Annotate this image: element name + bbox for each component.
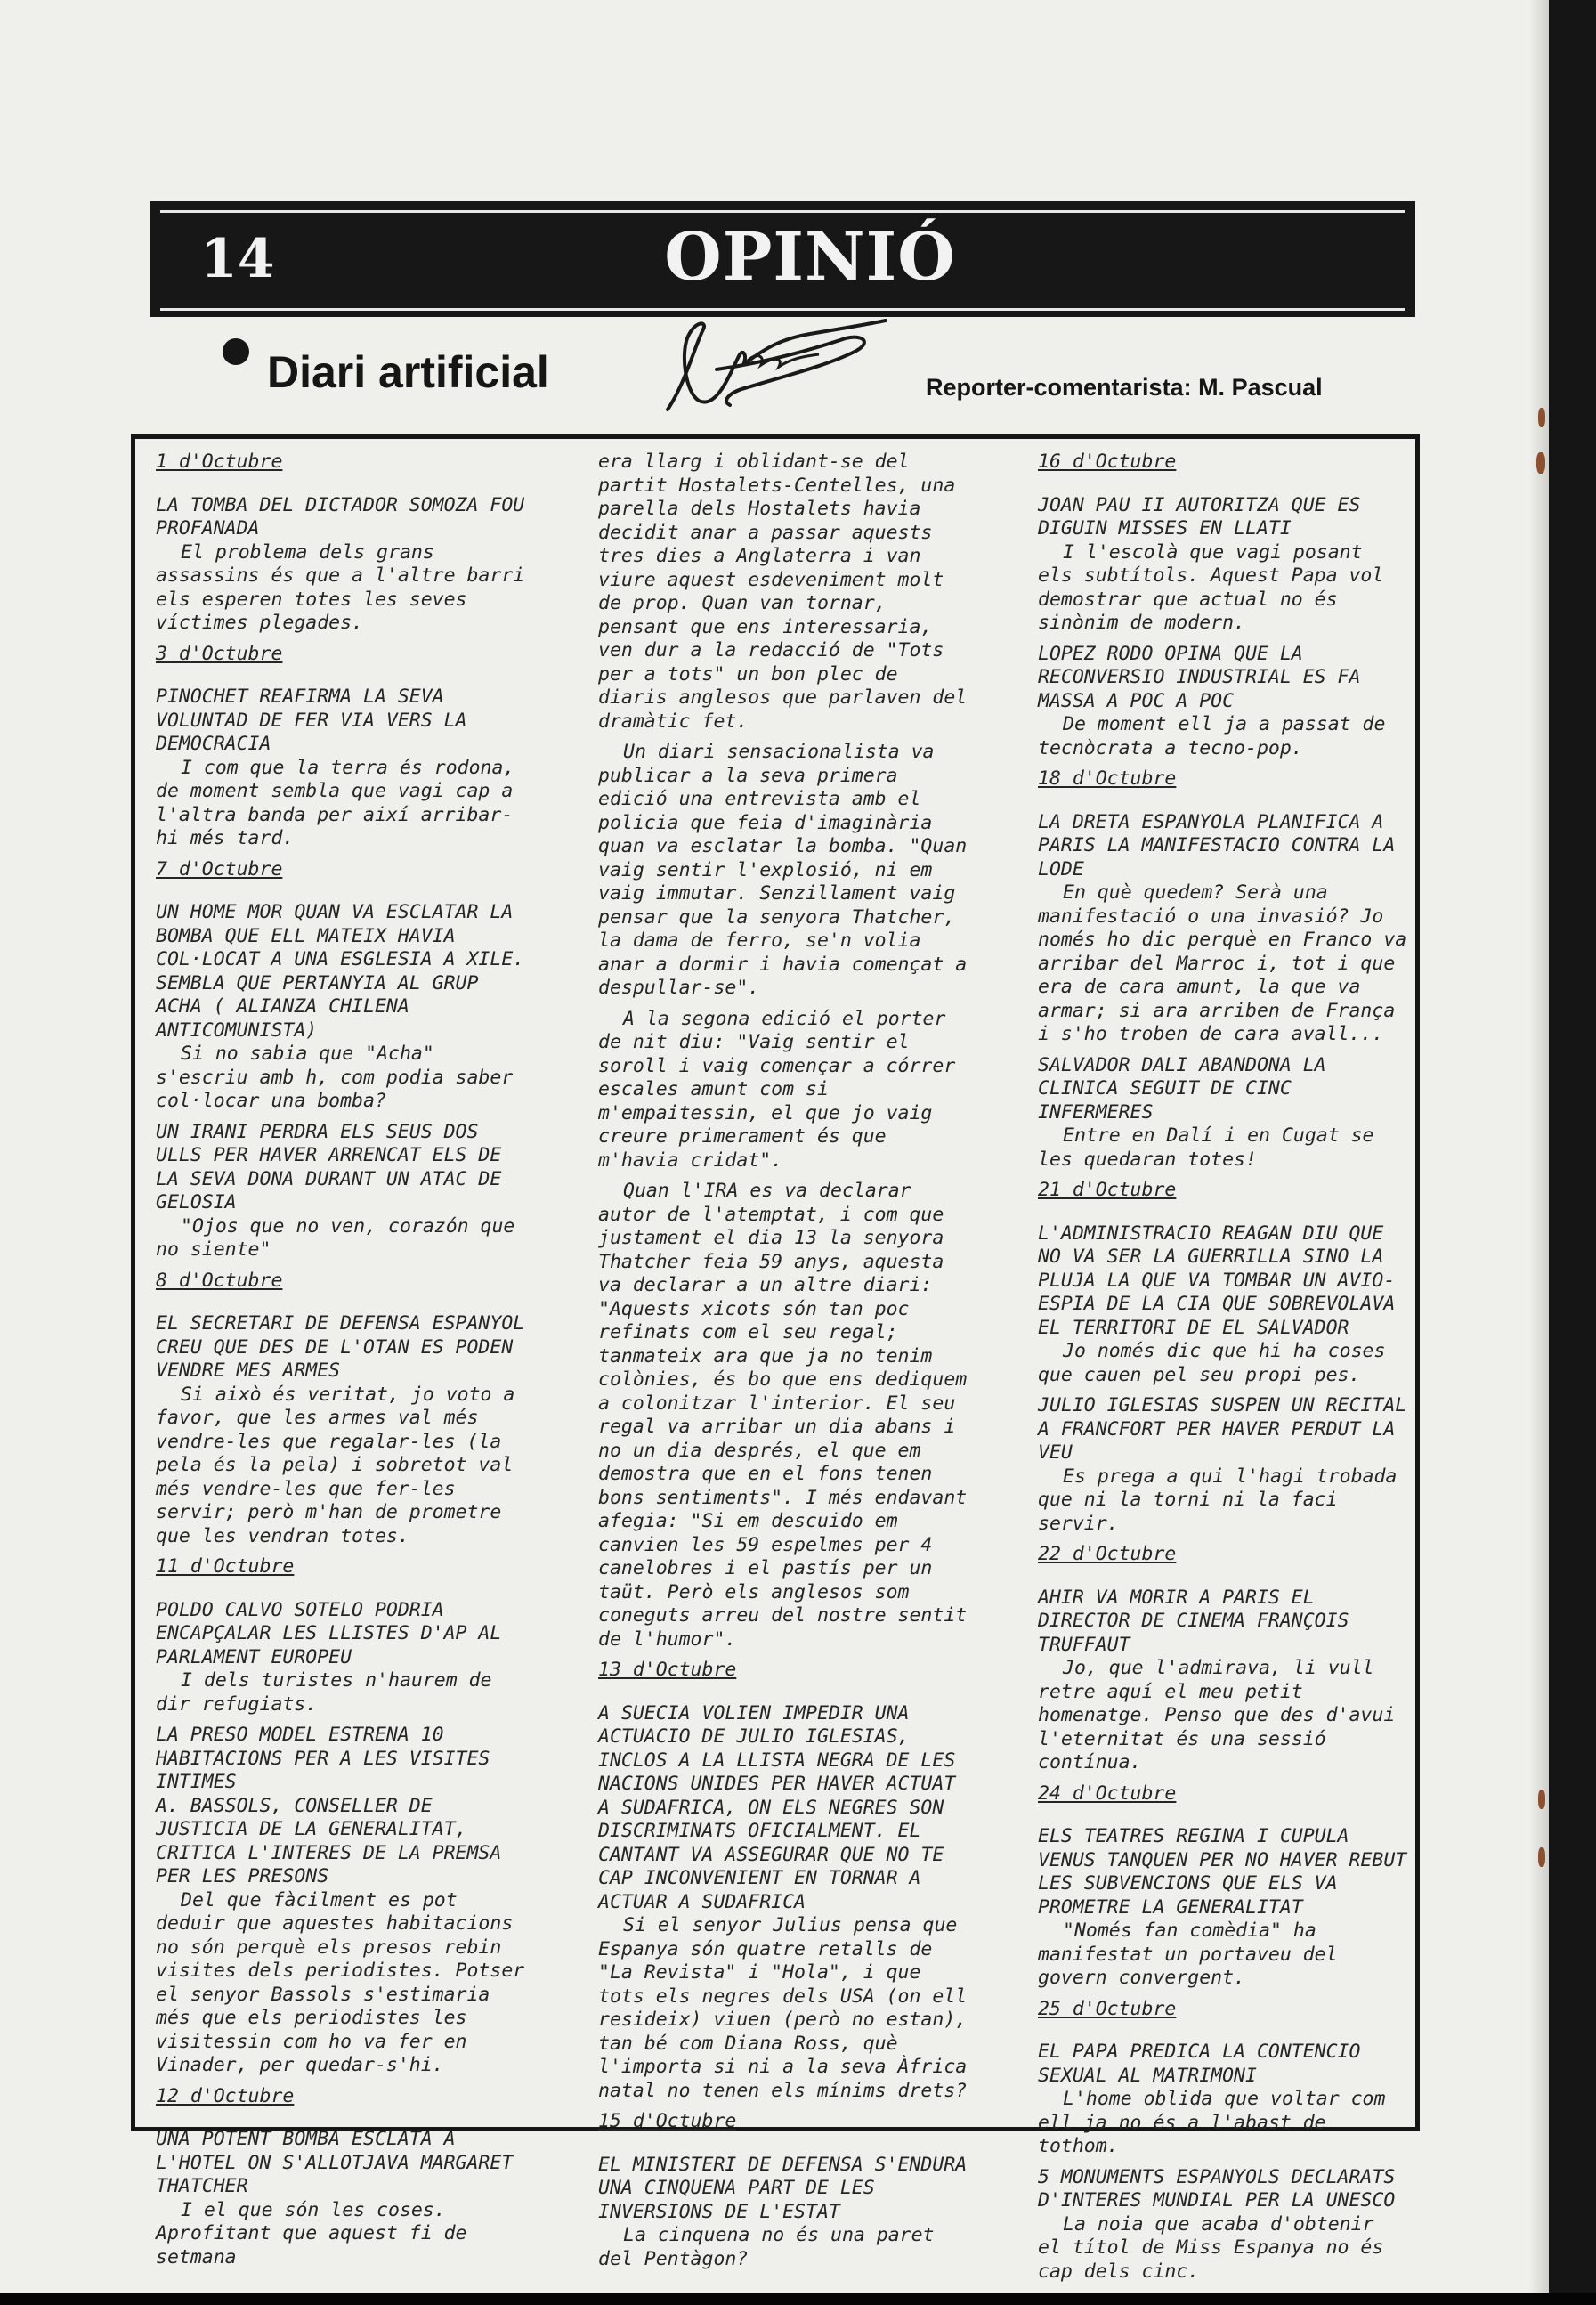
entry-date: 24 d'Octubre	[1038, 1782, 1177, 1805]
scan-mark	[1538, 408, 1545, 427]
news-headline: LOPEZ RODO OPINA QUE LA RECONVERSIO INDUSTRIAL ES FA MASSA A POC A POC	[1038, 642, 1361, 712]
commentary-text: Quan l'IRA es va declarar autor de l'atemptat, i com que justament el dia 13 la senyora Thatcher feia 59 anys, aquesta va declarar a un altre diari: "Aquests xicots són tan poc refinats com el seu regal; tanmateix ara que ja no tenim colònies, és bo que ens dediquem a colonitzar l'interior. El seu regal va arribar un dia abans i no un dia després, el que em demostra que en el fons tenen bons sentiments". I més endavant afegia: "Si em descuido em canvien les 59 espelmes per 4 canelobres i el pastís per un taüt. Però els anglesos som coneguts arreu del nostre sentit de l'humor".	[598, 1180, 968, 1651]
commentary-text: L'home oblida que voltar com ell ja no és a l'abast de tothom.	[1038, 2088, 1386, 2157]
entry-date: 11 d'Octubre	[156, 1555, 295, 1578]
commentary-text: I com que la terra és rodona, de moment sembla que vagi cap a l'altra banda per així arribar-hi més tard.	[156, 756, 515, 849]
entry-date: 21 d'Octubre	[1038, 1179, 1177, 1201]
entry-date: 13 d'Octubre	[598, 1659, 737, 1681]
commentary-text: I l'escolà que vagi posant els subtítols. Aquest Papa vol demostrar que actual no és sinònim de modern.	[1038, 540, 1384, 634]
column-3	[1038, 450, 1407, 2291]
commentary-text: Si no sabia que "Acha" s'escriu amb h, com podia saber col·locar una bomba?	[156, 1043, 514, 1112]
entry-date: 7 d'Octubre	[156, 857, 283, 881]
news-headline: 5 MONUMENTS ESPANYOLS DECLARATS D'INTERES MUNDIAL PER LA UNESCO	[1038, 2165, 1396, 2212]
commentary-text: Si això és veritat, jo voto a favor, que les armes val més vendre-les que regalar-les (la pela és la pela) i sobretot val més vendre-les que fer-les servir; però m'han de prometre que les vendran totes.	[156, 1383, 515, 1547]
scan-mark	[1536, 452, 1545, 474]
signature-icon	[632, 303, 899, 427]
commentary-text: era llarg i oblidant-se del partit Hostalets-Centelles, una parella dels Hostalets havia decidit anar a passar aquests tres dies a Anglaterra i van viure aquest esdeveniment molt de prop. Quan van tornar, pensant que ens interessaria, ven dur a la redacció de "Tots per a tots" un bon plec de diaris anglesos que parlaven del dramàtic fet.	[598, 450, 968, 733]
news-headline: LA DRETA ESPANYOLA PLANIFICA A PARIS LA MANIFESTACIO CONTRA LA LODE	[1038, 810, 1396, 881]
commentary-text: En què quedem? Serà una manifestació o una invasió? Jo només ho dic perquè en Franco va arribar del Marroc i, tot i que era de cara amunt, la que va armar; si ara arriben de França i s'ho troben de cara avall...	[1038, 881, 1407, 1045]
commentary-text: Si el senyor Julius pensa que Espanya són quatre retalls de "La Revista" i "Hola", i que tots els negres dels USA (on ell resideix) viuen (però no estan), tan bé com Diana Ross, què l'importa si ni a la seva Àfrica natal no tenen els mínims drets?	[598, 1914, 968, 2102]
entry-date: 25 d'Octubre	[1038, 1997, 1177, 2020]
bullet-icon	[223, 338, 249, 365]
news-headline: SALVADOR DALI ABANDONA LA CLINICA SEGUIT DE CINC INFERMERES	[1038, 1053, 1326, 1124]
section-title: OPINIÓ	[664, 219, 956, 296]
entry-date: 16 d'Octubre	[1038, 450, 1177, 473]
news-headline: UN IRANI PERDRA ELS SEUS DOS ULLS PER HAVER ARRENCAT ELS DE LA SEVA DONA DURANT UN ATAC DE GELOSIA	[156, 1120, 502, 1213]
commentary-text: La noia que acaba d'obtenir el títol de Miss Espanya no és cap dels cinc.	[1038, 2212, 1384, 2283]
commentary-text: I dels turistes n'haurem de dir refugiats.	[156, 1669, 492, 1716]
entry-date: 18 d'Octubre	[1038, 767, 1177, 790]
news-headline: JOAN PAU II AUTORITZA QUE ES DIGUIN MISSES EN LLATI	[1038, 493, 1361, 540]
commentary-text: De moment ell ja a passat de tecnòcrata a tecno-pop.	[1038, 713, 1386, 759]
commentary-text: "Ojos que no ven, corazón que no siente"	[156, 1214, 515, 1261]
article-byline: Reporter-comentarista: M. Pascual	[926, 374, 1323, 401]
news-headline: AHIR VA MORIR A PARIS EL DIRECTOR DE CINEMA FRANÇOIS TRUFFAUT	[1038, 1586, 1349, 1656]
scan-mark	[1538, 1790, 1545, 1809]
news-headline: PINOCHET REAFIRMA LA SEVA VOLUNTAD DE FER VIA VERS LA DEMOCRACIA	[156, 686, 467, 755]
entry-date: 12 d'Octubre	[156, 2084, 295, 2107]
news-headline: EL SECRETARI DE DEFENSA ESPANYOL CREU QUE DES DE L'OTAN ES PODEN VENDRE MES ARMES	[156, 1312, 525, 1382]
news-headline: EL PAPA PREDICA LA CONTENCIO SEXUAL AL MATRIMONI	[1038, 2041, 1361, 2087]
commentary-text: Jo només dic que hi ha coses que cauen pel seu propi pes.	[1038, 1340, 1386, 1386]
news-headline: LA PRESO MODEL ESTRENA 10 HABITACIONS PER A LES VISITES INTIMES	[156, 1724, 490, 1793]
news-headline: POLDO CALVO SOTELO PODRIA ENCAPÇALAR LES LLISTES D'AP AL PARLAMENT EUROPEU	[156, 1598, 502, 1668]
entry-date: 3 d'Octubre	[156, 642, 283, 665]
commentary-text: El problema dels grans assassins és que a l'altre barri els esperen totes les seves víctimes plegades.	[156, 540, 525, 634]
entry-date: 15 d'Octubre	[598, 2110, 737, 2132]
commentary-text: Del que fàcilment es pot deduir que aquestes habitacions no són perquè els presos rebin visites dels periodistes. Potser el senyor Bassols s'estimaria més que els periodistes les visitessin com ho va fer en Vinader, per quedar-s'hi.	[156, 1888, 525, 2076]
commentary-text: Entre en Dalí i en Cugat se les quedaran totes!	[1038, 1124, 1374, 1171]
column-2	[598, 450, 968, 2278]
commentary-text: Un diari sensacionalista va publicar a la seva primera edició una entrevista amb el policia que feia d'imaginària quan va esclatar la bomba. "Quan vaig sentir l'explosió, ni em vaig immutar. Senzillament vaig pensar que la senyora Thatcher, la dama de ferro, se'n volia anar a dormir i havia començat a despullar-se".	[598, 741, 968, 999]
scan-mark	[1538, 1847, 1545, 1867]
entry-date: 22 d'Octubre	[1038, 1543, 1177, 1565]
news-headline: LA TOMBA DEL DICTADOR SOMOZA FOU PROFANADA	[156, 493, 525, 540]
news-headline: UNA POTENT BOMBA ESCLATA A L'HOTEL ON S'ALLOTJAVA MARGARET THATCHER	[156, 2128, 514, 2197]
commentary-text: Jo, que l'admirava, li vull retre aquí el meu petit homenatge. Penso que des d'avui l'eternitat és una sessió contínua.	[1038, 1657, 1396, 1773]
article-title: Diari artificial	[267, 347, 549, 397]
commentary-text: "Només fan comèdia" ha manifestat un portaveu del govern convergent.	[1038, 1919, 1338, 1989]
news-headline: A SUECIA VOLIEN IMPEDIR UNA ACTUACIO DE JULIO IGLESIAS, INCLOS A LA LLISTA NEGRA DE LES NACIONS UNIDES PER HAVER ACTUAT A SUDAFRICA, ON ELS NEGRES SON DISCRIMINATS OFICIALMENT. EL CANTANT VA ASSEGURAR QUE NO TE CAP INCONVENIENT EN TORNAR A ACTUAR A SUDAFRICA	[598, 1701, 956, 1913]
news-headline: L'ADMINISTRACIO REAGAN DIU QUE NO VA SER LA GUERRILLA SINO LA PLUJA LA QUE VA TOMBAR UN AVIO-ESPIA DE LA CIA QUE SOBREVOLAVA EL TERRITORI DE EL SALVADOR	[1038, 1221, 1396, 1339]
scan-edge-bottom	[0, 2293, 1596, 2305]
news-headline: A. BASSOLS, CONSELLER DE JUSTICIA DE LA GENERALITAT, CRITICA L'INTERES DE LA PREMSA PER LES PRESONS	[156, 1794, 502, 1887]
entry-date: 8 d'Octubre	[156, 1269, 283, 1292]
commentary-text: La cinquena no és una paret del Pentàgon?	[598, 2224, 935, 2270]
news-headline: UN HOME MOR QUAN VA ESCLATAR LA BOMBA QUE ELL MATEIX HAVIA COL·LOCAT A UNA ESGLESIA A XILE. SEMBLA QUE PERTANYIA AL GRUP ACHA ( ALIANZA CHILENA ANTICOMUNISTA)	[156, 901, 525, 1042]
column-1	[156, 450, 525, 2277]
news-headline: JULIO IGLESIAS SUSPEN UN RECITAL A FRANCFORT PER HAVER PERDUT LA VEU	[1038, 1394, 1407, 1464]
page-number: 14	[200, 228, 275, 290]
scan-edge-right	[1549, 0, 1596, 2305]
page-spine-shadow	[1529, 0, 1549, 2293]
news-headline: EL MINISTERI DE DEFENSA S'ENDURA UNA CINQUENA PART DE LES INVERSIONS DE L'ESTAT	[598, 2153, 968, 2223]
commentary-text: I el que són les coses. Aprofitant que aquest fi de setmana	[156, 2198, 467, 2268]
commentary-text: A la segona edició el porter de nit diu: "Vaig sentir el soroll i vaig començar a córrer escales amunt com si m'empaitessin, el que jo vaig creure primerament és que m'havia cridat".	[598, 1007, 956, 1172]
commentary-text: Es prega a qui l'hagi trobada que ni la torni ni la faci servir.	[1038, 1465, 1398, 1535]
entry-date: 1 d'Octubre	[156, 450, 283, 473]
header-rule-top	[160, 210, 1405, 213]
news-headline: ELS TEATRES REGINA I CUPULA VENUS TANQUEN PER NO HAVER REBUT LES SUBVENCIONS QUE ELS VA PROMETRE LA GENERALITAT	[1038, 1825, 1407, 1919]
